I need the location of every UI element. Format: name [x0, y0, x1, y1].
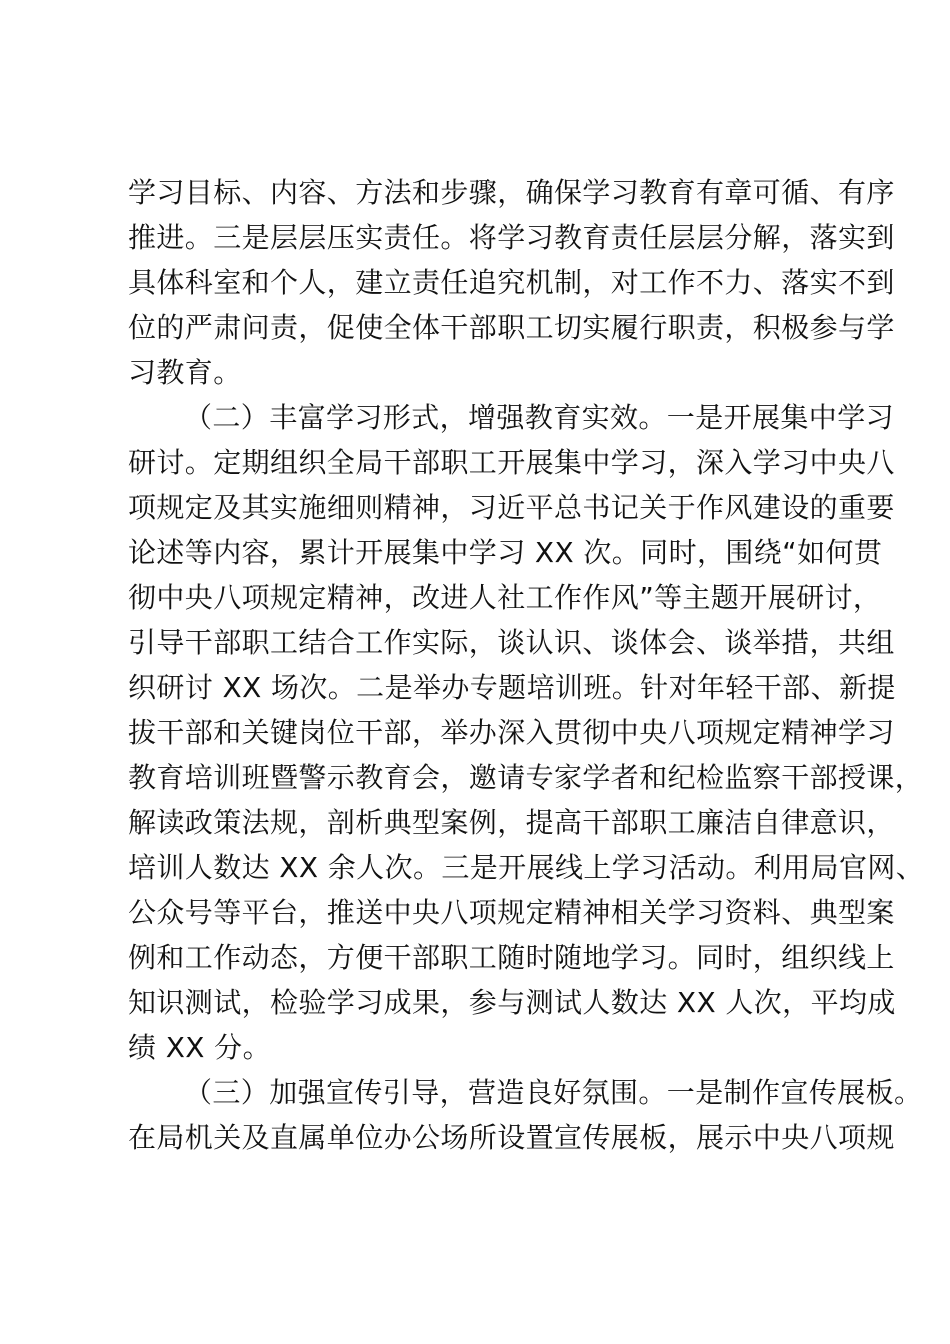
text-line: 解读政策法规，剖析典型案例，提高干部职工廉洁自律意识，: [128, 806, 895, 839]
text-line: 在局机关及直属单位办公场所设置宣传展板，展示中央八项规: [128, 1121, 895, 1154]
text-line: 例和工作动态，方便干部职工随时随地学习。同时，组织线上: [128, 941, 895, 974]
text-line: 拔干部和关键岗位干部，举办深入贯彻中央八项规定精神学习: [128, 716, 895, 749]
text-line: 项规定及其实施细则精神，习近平总书记关于作风建设的重要: [128, 491, 895, 524]
text-line: 培训人数达 XX 余人次。三是开展线上学习活动。利用局官网、: [128, 851, 925, 884]
text-line: 位的严肃问责，促使全体干部职工切实履行职责，积极参与学: [128, 311, 895, 344]
text-line: 研讨。定期组织全局干部职工开展集中学习，深入学习中央八: [128, 446, 895, 479]
text-line: 具体科室和个人，建立责任追究机制，对工作不力、落实不到: [128, 266, 895, 299]
paragraph-heading-line: （二）丰富学习形式，增强教育实效。一是开展集中学习: [184, 401, 895, 434]
text-line: 引导干部职工结合工作实际，谈认识、谈体会、谈举措，共组: [128, 626, 895, 659]
text-line: 绩 XX 分。: [128, 1031, 271, 1064]
paragraph-heading-line: （三）加强宣传引导，营造良好氛围。一是制作宣传展板。: [184, 1076, 923, 1109]
text-line: 公众号等平台，推送中央八项规定精神相关学习资料、典型案: [128, 896, 895, 929]
text-line: 学习目标、内容、方法和步骤，确保学习教育有章可循、有序: [128, 176, 895, 209]
text-line: 推进。三是层层压实责任。将学习教育责任层层分解，落实到: [128, 221, 895, 254]
text-line: 习教育。: [128, 356, 242, 389]
text-line: 知识测试，检验学习成果，参与测试人数达 XX 人次，平均成: [128, 986, 896, 1019]
text-line: 织研讨 XX 场次。二是举办专题培训班。针对年轻干部、新提: [128, 671, 896, 704]
text-line: 彻中央八项规定精神，改进人社工作作风”等主题开展研讨，: [128, 581, 882, 614]
text-line: 论述等内容，累计开展集中学习 XX 次。同时，围绕“如何贯: [128, 536, 883, 569]
text-line: 教育培训班暨警示教育会，邀请专家学者和纪检监察干部授课，: [128, 761, 924, 794]
